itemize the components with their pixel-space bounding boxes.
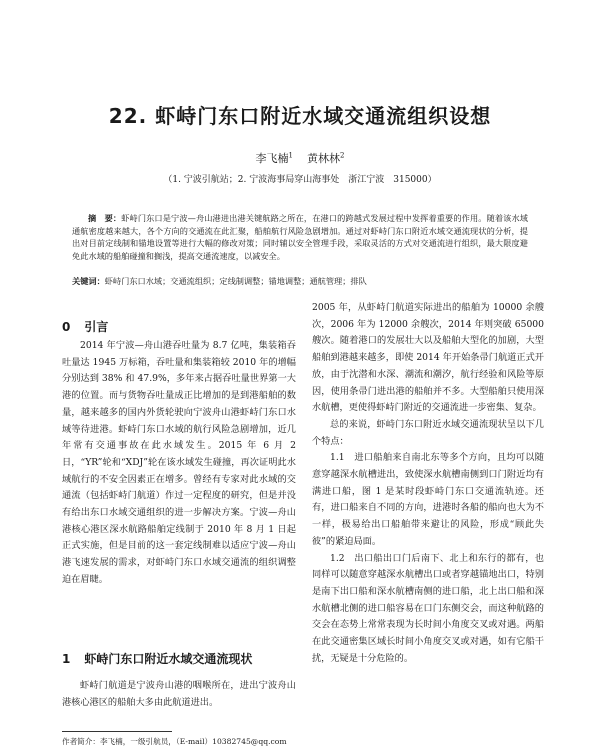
paragraph: 2005 年，从虾峙门航道实际进出的船舶为 10000 余艘次，2006 年为 12000 余艘次，2014 年则突破 65000 艘次。随着港口的发展壮大以及船舶大型化的加剧，大型船舶到港越来越多，即使 2014 年开始条帚门航道正式开放，由于沈潜和水深、潮流和潮汐，航行经验和风险等原因，使用条帚门进出港的船舶并不多。大型船舶只使用深水航槽，更使得虾峙门附近的交通流进一步密集、复杂。 xyxy=(312,302,544,414)
left-column-bottom xyxy=(62,678,296,711)
abstract xyxy=(72,212,528,262)
section-heading-0 xyxy=(62,318,108,335)
section-number: 1 xyxy=(62,652,71,666)
author-1-affil: 1 xyxy=(288,151,293,160)
abstract-text: 虾峙门东口是宁波—舟山港进出港关键航路之所在，在港口的跨越式发展过程中发挥着重要的作用。随着该水域通航密度越来越大，各个方向的交通流在此汇聚，船舶航行风险急剧增加。通过对虾峙门东口附近水域交通流现状的分析，提出对目前定线制和锚地设置等进行大幅的修改对策；同时辅以安全管理手段，采取灵活的方式对交通流进行组织，最大限度避免此水域的船舶碰撞和搁浅，提高交通流速度，以减安全。 xyxy=(72,213,528,261)
paragraph: 1.1 进口船舶来自南北东等多个方向，且均可以随意穿越深水航槽进出，致使深水航槽南侧到口门附近均有满进口船，图 1 是某时段虾峙门东口交通流轨迹。还有，进口船来自不同的方向，进港时各船的船向也大为不一样，极易给出口船舶带来避让的风险，形成“顾此失彼”的紧迫局面。 xyxy=(312,452,544,547)
author-line xyxy=(0,150,600,166)
paragraph: 总的来说，虾峙门东口附近水域交通流现状呈以下几个特点： xyxy=(312,418,544,447)
author-2-affil: 2 xyxy=(340,151,345,160)
author-2: 黄林林 xyxy=(307,152,340,165)
left-column xyxy=(62,338,296,589)
section-title: 引言 xyxy=(84,320,109,334)
section-heading-1 xyxy=(62,650,252,667)
footnote-rule xyxy=(62,731,172,732)
paragraph: 2014 年宁波—舟山港吞吐量为 8.7 亿吨，集装箱吞吐量达 1945 万标箱，吞吐量和集装箱较 2010 年的增幅分别达到 38% 和 47.9%，多年来占据吞吐量世界第一大港的位置。而与货物吞吐量成正比增加的是到港船舶的数量，越来越多的国内外货轮驶向宁波舟山港虾峙门东口水域等待进港。虾峙门东口水域的航行风险急剧增加，近几年常有交通事故在此水域发生。2015 年 6 月 2 日，“YR”轮和“XDJ”轮在该水域发生碰撞，再次证明此水域航行的不安全因素正在增多。曾经有专家对此水域的交通流（包括虾峙门航道）作过一定程度的研究，但是并没有给出东口水域交通组织的进一步解决方案。宁波—舟山港核心港区深水航路船舶定线制于 2010 年 8 月 1 日起正式实施，但是目前的这一套定线制难以适应宁波—舟山港飞速发展的需求，对虾峙门东口水域交通流的组织调整迫在眉睫。 xyxy=(62,340,296,585)
footnote: 作者简介：李飞楠，一级引航员，（E-mail）10382745@qq.com xyxy=(62,737,287,746)
abstract-label: 摘 要： xyxy=(88,213,122,223)
keywords-label: 关键词： xyxy=(72,276,105,286)
paragraph: 虾峙门航道是宁波舟山港的咽喉所在，进出宁波舟山港核心港区的船舶大多由此航道进出。 xyxy=(62,680,296,708)
paper-title: 22. 虾峙门东口附近水域交通流组织设想 xyxy=(108,104,492,128)
section-title: 虾峙门东口附近水域交通流现状 xyxy=(84,652,253,666)
affiliation: （1. 宁波引航站；2. 宁波海事局穿山海事处 浙江宁波 315000） xyxy=(163,175,437,185)
paragraph: 1.2 出口船出口门后南下、北上和东行的都有，也同样可以随意穿越深水航槽出口或者穿越锚地出口，特别是南下出口船和深水航槽南侧的进口船，北上出口船和深水航槽北侧的进口船容易在口门东侧交会，而这种航路的交会在态势上常常表现为长时间小角度交叉或对遇。两船在此交通密集区域长时间小角度交叉或对遇，如有它船干扰，无疑是十分危险的。 xyxy=(312,552,544,664)
keywords xyxy=(72,275,528,287)
author-1: 李飞楠 xyxy=(255,152,289,165)
section-number: 0 xyxy=(62,320,71,334)
right-column xyxy=(312,300,544,667)
keywords-text: 虾峙门东口水域；交通流组织；定线制调整；锚地调整；通航管理；排队 xyxy=(104,276,367,286)
